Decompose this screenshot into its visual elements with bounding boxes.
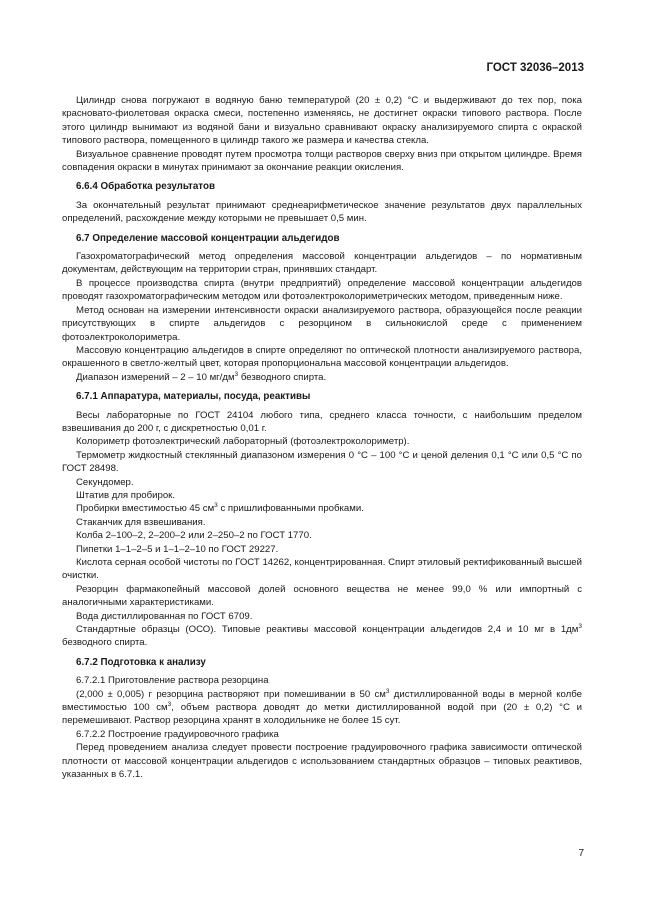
paragraph: Секундомер.: [76, 476, 134, 488]
text-run: Пробирки вместимостью 45 см: [76, 503, 215, 515]
paragraph: Вода дистиллированная по ГОСТ 6709.: [76, 610, 253, 622]
superscript: 3: [385, 687, 390, 695]
paragraph: Резорцин фармакопейный массовой долей основного вещества не менее 99,0 % или импортный с аналогичными характеристиками.: [62, 583, 582, 609]
paragraph: [62, 502, 582, 515]
paragraph: Визуальное сравнение проводят путем просмотра толщи растворов сверху вниз при открытом цилиндре. Время совпадения окраски в минутах принимают за окончание реакции окисления.: [62, 148, 582, 174]
text-run: Стандартные образцы (ОСО). Типовые реактивы массовой концентрации альдегидов 2,4 и 10 мг в 1дм: [76, 624, 579, 636]
paragraph: [62, 371, 582, 384]
paragraph: Газохроматографический метод определения массовой концентрации альдегидов – по нормативным документам, действующим на территории стран, принявших стандарт.: [62, 251, 582, 276]
paragraph: Пипетки 1–1–2–5 и 1–1–2–10 по ГОСТ 29227.: [76, 543, 279, 555]
paragraph: [62, 688, 582, 728]
text-run: , объем раствора доводят до метки дистиллированной водой при (20 ± 0,2) °С и перемешивают. Раствор резорцина хранят в холодильнике не более 15 сут.: [62, 702, 582, 727]
paragraph: В процессе производства спирта (внутри предприятий) определение массовой концентрации альдегидов проводят газохроматографическим методом или фотоэлектроколориметрических методом, приведенным ниже.: [62, 277, 582, 303]
section-heading-6-7: 6.7 Определение массовой концентрации альдегидов: [76, 232, 340, 244]
text-run: дистиллированной воды в мерной колбе вместимостью 100 см: [62, 688, 582, 714]
paragraph: [62, 623, 582, 650]
page-body: [62, 94, 582, 782]
page-number: 7: [578, 848, 584, 859]
paragraph: За окончательный результат принимают среднеарифметическое значение результатов двух параллельных определений, расхождение между которыми не превышает 0,5 мин.: [62, 199, 582, 225]
document-id: ГОСТ 32036–2013: [486, 62, 584, 74]
section-heading-6-7-2: 6.7.2 Подготовка к анализу: [76, 656, 206, 668]
paragraph: Метод основан на измерении интенсивности окраски анализируемого раствора, образующейся после реакции присутствующих в спирте альдегидов с резорцином в сильнокислой среде с применением фотоэлектроколориметра.: [62, 304, 582, 343]
section-heading-6-7-1: 6.7.1 Аппаратура, материалы, посуда, реактивы: [76, 391, 311, 403]
paragraph: 6.7.2.1 Приготовление раствора резорцина: [76, 675, 269, 687]
paragraph: Колориметр фотоэлектрический лабораторный (фотоэлектроколориметр).: [76, 436, 410, 448]
superscript: 3: [167, 700, 172, 708]
section-heading-6-6-4: 6.6.4 Обработка результатов: [76, 181, 215, 193]
paragraph: Стаканчик для взвешивания.: [76, 516, 206, 528]
paragraph: Цилиндр снова погружают в водяную баню температурой (20 ± 0,2) °С и выдерживают до тех пор, пока красновато-фиолетовая окраска смеси, постепенно изменяясь, не достигнет окраски типового раствора. После этого цилиндр вынимают из водяной бани и визуально сравнивают окраску анализируемого спирта с окраской типового раствора, помещенного в цилиндр такого же размера и качества стекла.: [62, 95, 582, 147]
paragraph: 6.7.2.2 Построение градуировочного графика: [76, 728, 279, 740]
superscript: 3: [234, 370, 239, 378]
text-run: безводного спирта.: [238, 371, 327, 383]
superscript: 3: [214, 502, 218, 510]
paragraph: Штатив для пробирок.: [76, 489, 176, 501]
paragraph: Перед проведением анализа следует провести построение градуировочного графика зависимости оптической плотности от массовой концентрации альдегидов с использованием стандартных образцов – типовых реактивов, указанных в 6.7.1.: [62, 742, 582, 781]
paragraph: Термометр жидкостный стеклянный диапазоном измерения 0 °С – 100 °С и ценой деления 0,1 °С или 0,5 °С по ГОСТ 28498.: [62, 449, 582, 475]
superscript: 3: [578, 622, 582, 630]
paragraph: Кислота серная особой чистоты по ГОСТ 14262, концентрированная. Спирт этиловый ректификованный высшей очистки.: [62, 557, 582, 582]
text-run: с пришлифованными пробками.: [217, 503, 364, 515]
paragraph: Весы лабораторные по ГОСТ 24104 любого типа, среднего класса точности, с наибольшим пределом взвешивания до 200 г, с дискретностью 0,01 г.: [62, 409, 582, 434]
text-run: (2,000 ± 0,005) г резорцина растворяют при помешивании в 50 см: [76, 688, 386, 700]
paragraph: Колба 2–100–2, 2–200–2 или 2–250–2 по ГОСТ 1770.: [76, 530, 312, 542]
text-run: Диапазон измерений – 2 – 10 мг/дм: [76, 371, 235, 383]
paragraph: Массовую концентрацию альдегидов в спирте определяют по оптической плотности анализируемого раствора, окрашенного в светло-желтый цвет, которая пропорциональна массовой концентрации альдегидов.: [62, 344, 582, 370]
text-run: безводного спирта.: [62, 637, 148, 649]
